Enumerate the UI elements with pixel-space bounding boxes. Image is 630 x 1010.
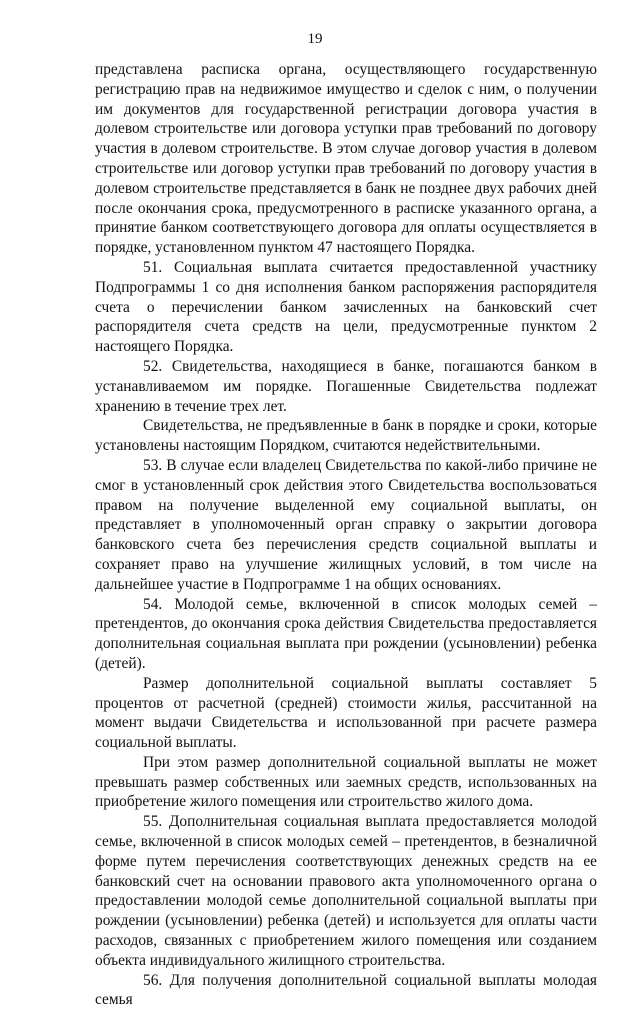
document-body	[95, 60, 597, 1010]
paragraph-54-limit: При этом размер дополнительной социальной выплаты не может превышать размер собственных или заемных средств, использованных на приобретение жилого помещения или строительство жилого дома.	[95, 753, 597, 811]
paragraph-51: 51. Социальная выплата считается предоставленной участнику Подпрограммы 1 со дня исполнения банком распоряжения распорядителя счета о перечислении банком зачисленных на банковский счет распорядителя счета средств на цели, предусмотренные пунктом 2 настоящего Порядка.	[95, 258, 597, 356]
paragraph-55: 55. Дополнительная социальная выплата предоставляется молодой семье, включенной в список молодых семей – претендентов, в безналичной форме путем перечисления соответствующих денежных средств на ее банковский счет на основании правового акта уполномоченного органа о предоставлении молодой семье дополнительной социальной выплаты при рождении (усыновлении) ребенка (детей) и используется для оплаты части расходов, связанных с приобретением жилого помещения или созданием объекта индивидуального жилищного строительства.	[95, 813, 597, 969]
paragraph-56: 56. Для получения дополнительной социальной выплаты молодая семья	[95, 971, 597, 1009]
paragraph-continuation: представлена расписка органа, осуществляющего государственную регистрацию прав на недвижимое имущество и сделок с ним, о получении им документов для государственной регистрации договора участия в долевом строительстве или договора уступки прав требований по договору участия в долевом строительстве. В этом случае договор участия в долевом строительстве или договор уступки прав требований по договору участия в долевом строительстве представляется в банк не позднее двух рабочих дней после окончания срока, предусмотренного в расписке указанного органа, а принятие банком соответствующего договора для оплаты осуществляется в порядке, установленном пунктом 47 настоящего Порядка.	[95, 61, 597, 257]
paragraph-52-invalid: Свидетельства, не предъявленные в банк в порядке и сроки, которые установлены настоящим Порядком, считаются недействительными.	[95, 417, 597, 455]
paragraph-52: 52. Свидетельства, находящиеся в банке, погашаются банком в устанавливаемом им порядке. Погашенные Свидетельства подлежат хранению в течение трех лет.	[95, 357, 597, 415]
paragraph-54-size: Размер дополнительной социальной выплаты составляет 5 процентов от расчетной (средней) стоимости жилья, рассчитанной на момент выдачи Свидетельства и использованной при расчете размера социальной выплаты.	[95, 674, 597, 752]
paragraph-54: 54. Молодой семье, включенной в список молодых семей – претендентов, до окончания срока действия Свидетельства предоставляется дополнительная социальная выплата при рождении (усыновлении) ребенка (детей).	[95, 595, 597, 672]
page-number: 19	[307, 31, 323, 47]
paragraph-53: 53. В случае если владелец Свидетельства по какой-либо причине не смог в установленный срок действия этого Свидетельства воспользоваться правом на получение выделенной ему социальной выплаты, он представляет в уполномоченный орган справку о закрытии договора банковского счета без перечисления средств социальной выплаты и сохраняет право на улучшение жилищных условий, в том числе на дальнейшее участие в Подпрограмме 1 на общих основаниях.	[95, 456, 597, 593]
